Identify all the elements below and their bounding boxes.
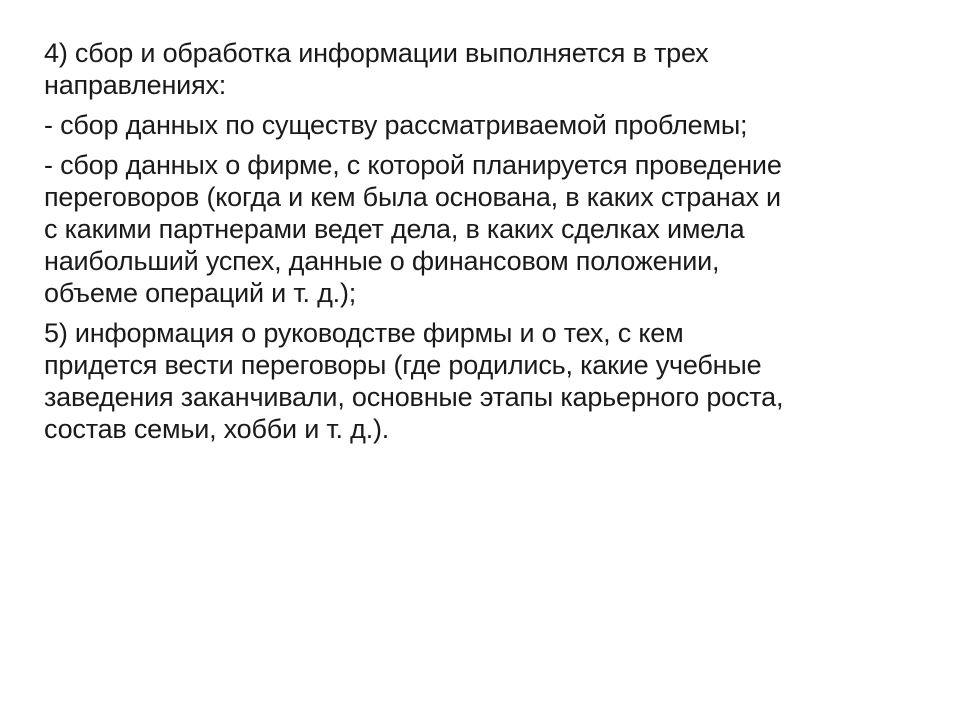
- paragraph-bullet-company-data: [44, 149, 924, 309]
- text-line: состав семьи, хобби и т. д.).: [44, 414, 390, 444]
- text-line: 5) информация о руководстве фирмы и о тех, с кем: [44, 318, 684, 348]
- text-line: - сбор данных по существу рассматриваемой проблемы;: [44, 110, 748, 140]
- text-line: переговоров (когда и кем была основана, в каких странах и: [44, 182, 781, 212]
- paragraph-point-4: [44, 37, 924, 101]
- text-line: 4) сбор и обработка информации выполняется в трех: [44, 38, 709, 68]
- text-line: придется вести переговоры (где родились, какие учебные: [44, 350, 762, 380]
- text-line: - сбор данных о фирме, с которой планируется проведение: [44, 150, 782, 180]
- text-line: направлениях:: [44, 70, 227, 100]
- text-line: с какими партнерами ведет дела, в каких сделках имела: [44, 214, 745, 244]
- paragraph-bullet-problem-data: [44, 109, 924, 141]
- text-line: заведения заканчивали, основные этапы карьерного роста,: [44, 382, 784, 412]
- paragraph-point-5: [44, 317, 924, 445]
- text-line: объеме операций и т. д.);: [44, 278, 357, 308]
- slide-body: [44, 37, 924, 453]
- text-line: наибольший успех, данные о финансовом положении,: [44, 246, 720, 276]
